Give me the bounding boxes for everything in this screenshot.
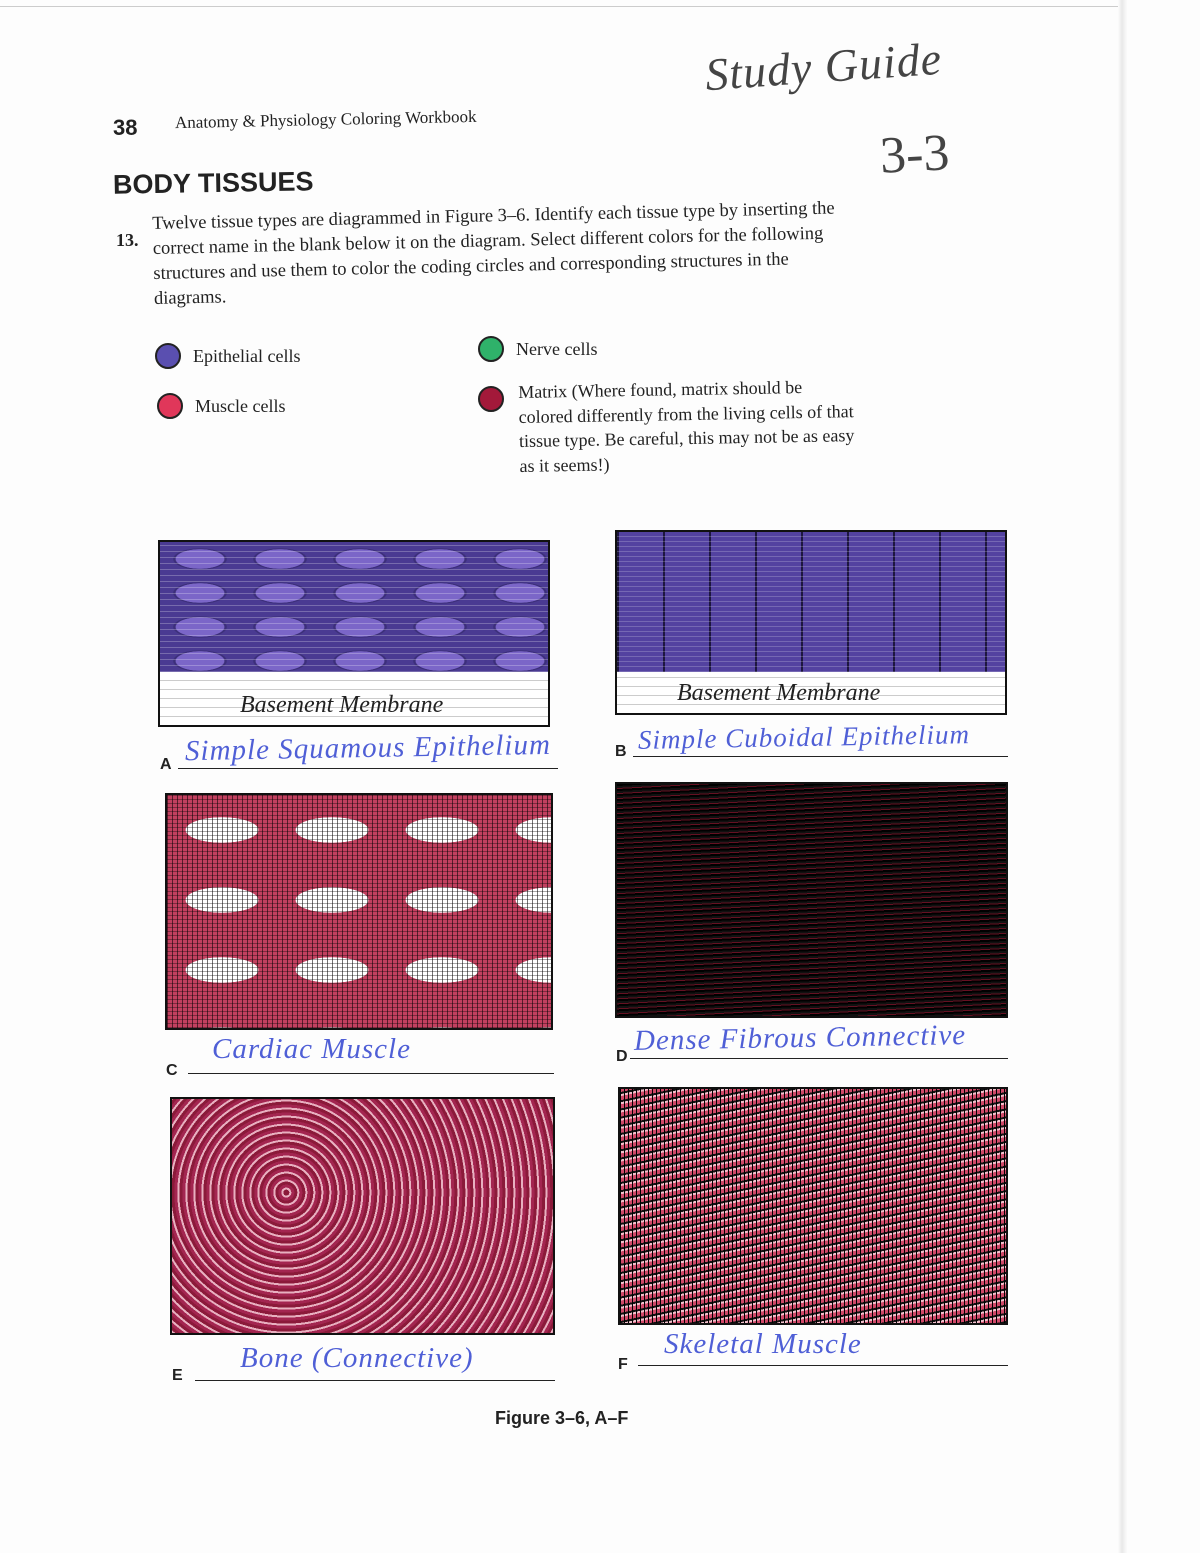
epithelial-layer: [160, 542, 548, 672]
page-number: 38: [113, 115, 138, 140]
legend-label: Epithelial cells: [193, 345, 301, 366]
answer-blank-a: [178, 768, 558, 769]
answer-d: Dense Fibrous Connective: [633, 1019, 967, 1057]
answer-blank-b: [633, 756, 1008, 757]
diagram-f: [618, 1087, 1008, 1325]
handwritten-note: Study Guide: [703, 32, 944, 101]
answer-blank-e: [195, 1380, 555, 1381]
epithelial-layer: [617, 532, 1005, 672]
figure-caption: Figure 3–6, A–F: [495, 1408, 629, 1428]
answer-c: Cardiac Muscle: [212, 1033, 411, 1065]
answer-f: Skeletal Muscle: [664, 1328, 862, 1360]
panel-letter-f: F: [618, 1356, 628, 1373]
basement-membrane-annotation: Basement Membrane: [240, 692, 444, 718]
legend-label: Nerve cells: [516, 338, 598, 359]
coding-circle-muscle-icon: [157, 393, 183, 419]
legend-label: Muscle cells: [195, 395, 286, 416]
legend-matrix-label: Matrix (Where found, matrix should be colored differently from the living cells of that tissue type. Be careful, this may not be as easy as it seems!): [518, 377, 855, 476]
section-title: BODY TISSUES: [112, 166, 314, 200]
answer-blank-f: [638, 1365, 1008, 1366]
panel-letter-a: A: [160, 756, 172, 773]
answer-e: Bone (Connective): [240, 1342, 474, 1374]
legend-muscle: [157, 393, 285, 419]
diagram-b: [615, 530, 1007, 715]
scan-edge-line: [0, 6, 1120, 7]
answer-blank-c: [188, 1073, 554, 1074]
panel-letter-b: B: [615, 743, 627, 760]
answer-blank-d: [630, 1058, 1008, 1059]
panel-letter-c: C: [166, 1062, 178, 1079]
coding-circle-nerve-icon: [478, 336, 504, 362]
diagram-c: [165, 793, 553, 1030]
answer-b: Simple Cuboidal Epithelium: [637, 719, 971, 755]
legend-epithelial: [155, 343, 300, 369]
diagram-e: [170, 1097, 555, 1335]
basement-membrane-annotation: Basement Membrane: [677, 680, 881, 706]
diagram-a: [158, 540, 550, 727]
panel-letter-e: E: [172, 1367, 183, 1384]
diagram-d: [615, 782, 1008, 1018]
book-title: Anatomy & Physiology Coloring Workbook: [174, 106, 477, 133]
scan-page-edge: [1118, 0, 1128, 1553]
handwritten-note-number: 3-3: [878, 124, 951, 185]
coding-circle-epithelial-icon: [155, 343, 181, 369]
panel-letter-d: D: [616, 1048, 628, 1065]
question-number: 13.: [116, 230, 139, 250]
legend-nerve: [478, 336, 597, 362]
answer-a: Simple Squamous Epithelium: [184, 728, 552, 768]
coding-circle-matrix-icon: [478, 386, 504, 412]
question-text: Twelve tissue types are diagrammed in Figure 3–6. Identify each tissue type by inserting the correct name in the blank below it on the diagram. Select different colors for the following structures and use them to color the coding circles and corresponding structures in the diagrams.: [152, 198, 835, 309]
